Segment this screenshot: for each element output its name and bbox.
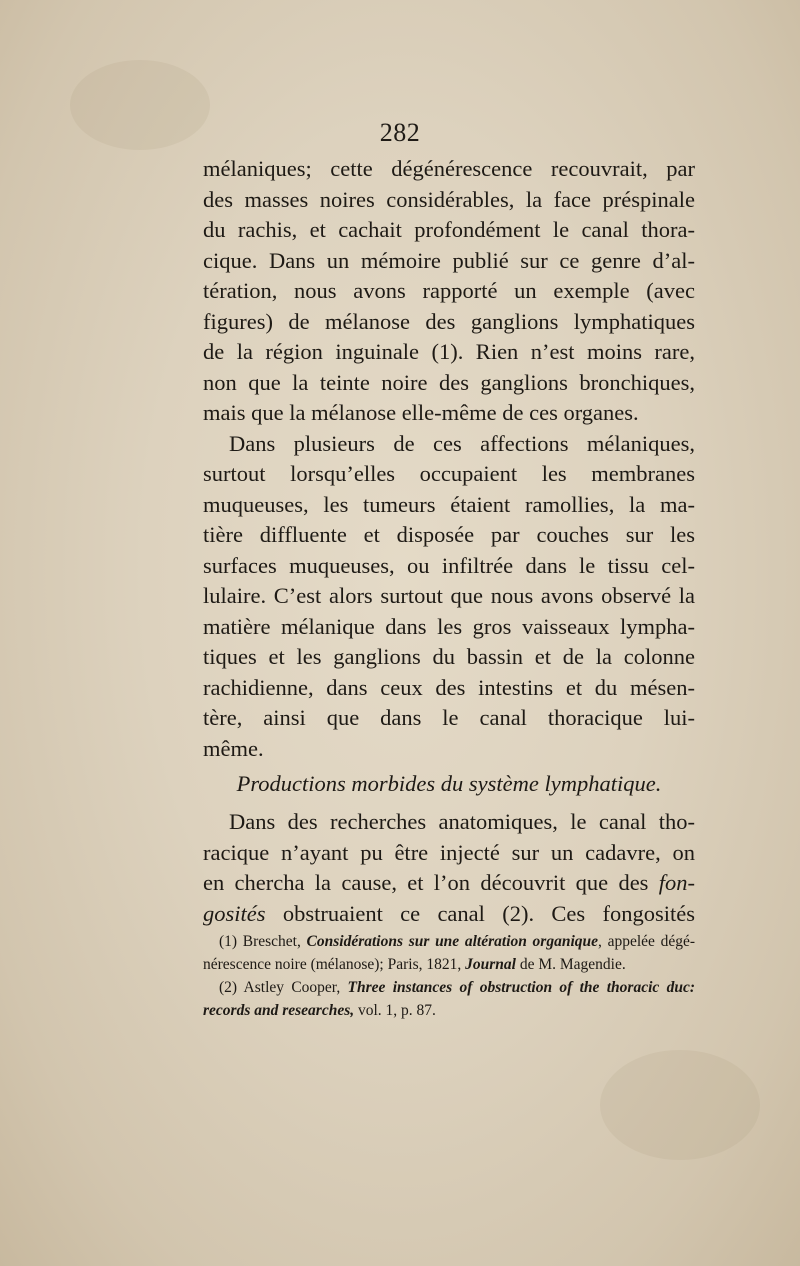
footnote-2 xyxy=(203,976,695,999)
text-line: rachidienne, dans ceux des intestins et du mésen- xyxy=(203,674,695,700)
text-line xyxy=(203,868,695,899)
page-number: 282 xyxy=(379,118,421,147)
footnote-1-cont xyxy=(203,953,695,976)
text-line: Dans plusieurs de ces affections mélaniques, xyxy=(229,430,695,456)
body-text xyxy=(203,154,695,929)
text-line xyxy=(203,899,695,930)
italic-fragment: Three instances of obstruction of the thoracic duc: xyxy=(347,979,695,996)
footnotes xyxy=(203,930,695,1022)
text-fragment: de M. Magendie. xyxy=(515,956,626,973)
italic-fragment: Considérations sur une altération organique xyxy=(306,933,599,950)
italic-fragment: records and researches, xyxy=(203,1002,355,1019)
text-line: tération, nous avons rapporté un exemple (avec xyxy=(203,278,695,303)
text-line: lulaire. C’est alors surtout que nous avons observé la xyxy=(203,583,695,608)
text-fragment: vol. 1, p. 87. xyxy=(354,1002,436,1019)
text-fragment: obstruaient ce canal (2). Ces fongosités xyxy=(265,900,695,926)
text-line: du rachis, et cachait profondément le canal thora- xyxy=(203,217,695,242)
section-heading: Productions morbides du système lymphatique. xyxy=(236,771,662,796)
text-line: muqueuses, les tumeurs étaient ramollies, la ma- xyxy=(203,491,695,517)
text-line: mélaniques; cette dégénérescence recouvrait, par xyxy=(203,156,695,181)
text-fragment: (1) Breschet, xyxy=(219,933,307,950)
italic-fragment: gosités xyxy=(203,900,266,926)
text-line: racique n’ayant pu être injecté sur un cadavre, on xyxy=(203,839,695,865)
italic-fragment: Journal xyxy=(465,956,516,973)
text-line: non que la teinte noire des ganglions bronchiques, xyxy=(203,369,695,395)
text-fragment: en chercha la cause, et l’on découvrit que des xyxy=(203,870,659,895)
text-line: Dans des recherches anatomiques, le canal tho- xyxy=(229,809,695,834)
text-line: surfaces muqueuses, ou infiltrée dans le tissu cel- xyxy=(203,552,695,578)
text-line: mais que la mélanose elle-même de ces organes. xyxy=(203,400,639,425)
text-line: tiques et les ganglions du bassin et de la colonne xyxy=(203,644,695,669)
text-line: tère, ainsi que dans le canal thoracique lui- xyxy=(203,705,695,730)
text-line: surtout lorsqu’elles occupaient les membranes xyxy=(203,461,695,486)
text-line: figures) de mélanose des ganglions lymphatiques xyxy=(203,308,695,334)
footnote-2-cont xyxy=(203,999,695,1022)
text-line: des masses noires considérables, la face préspinale xyxy=(203,186,695,212)
text-fragment: , appelée dégé- xyxy=(598,933,695,950)
footnote-1 xyxy=(203,930,695,953)
text-line: cique. Dans un mémoire publié sur ce genre d’al- xyxy=(203,247,695,273)
text-line: même. xyxy=(203,735,264,761)
text-line: matière mélanique dans les gros vaisseaux lympha- xyxy=(203,613,695,639)
text-fragment: (2) Astley Cooper, xyxy=(219,979,348,996)
text-line: de la région inguinale (1). Rien n’est moins rare, xyxy=(203,339,695,364)
paper-stain xyxy=(600,1050,760,1160)
italic-fragment: fon- xyxy=(658,870,695,895)
text-line: tière diffluente et disposée par couches sur les xyxy=(203,522,695,547)
text-fragment: nérescence noire (mélanose); Paris, 1821, xyxy=(203,956,466,973)
